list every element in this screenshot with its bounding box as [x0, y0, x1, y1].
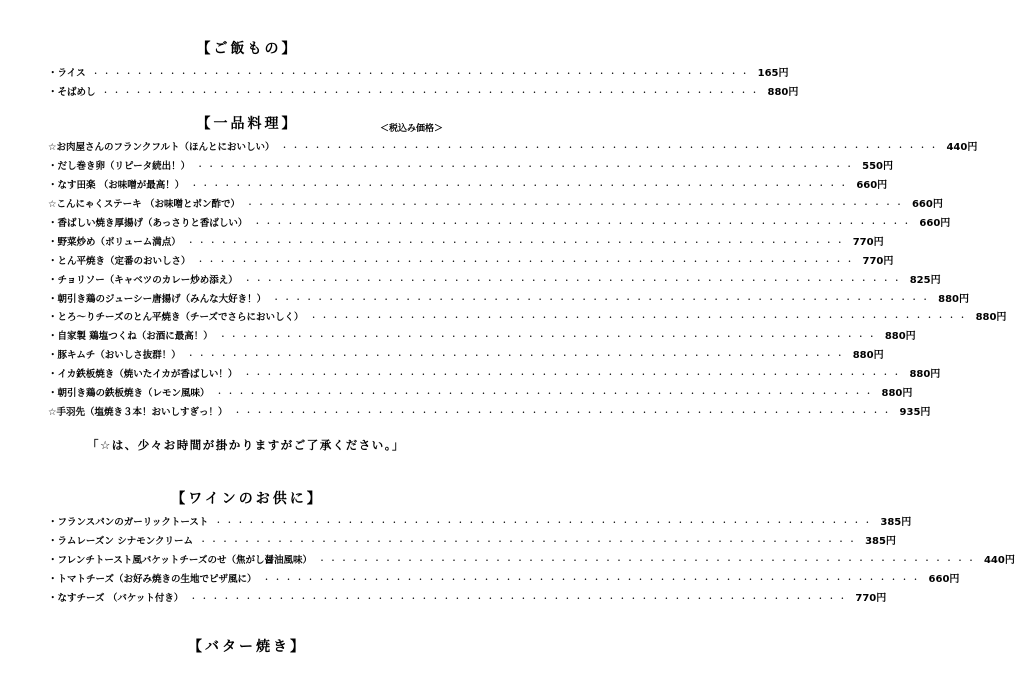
menu-item-price: 660円 — [911, 198, 943, 210]
section-title-ippin: 【一品料理】 — [196, 116, 299, 132]
menu-item-row — [48, 328, 916, 347]
menu-item-name: ・チョリソー（キャベツのカレー炒め添え） — [48, 274, 238, 286]
menu-item-price: 935円 — [899, 407, 931, 419]
menu-item-name: ☆手羽先（塩焼き３本！おいしすぎっ！） — [48, 407, 228, 419]
menu-item-name: ・イカ鉄板焼き（焼いたイカが香ばしい！） — [48, 369, 238, 381]
menu-item-row — [48, 533, 896, 552]
menu-item-row — [48, 65, 789, 84]
menu-item-price: 825円 — [909, 274, 941, 286]
menu-item-name: ・ラムレーズン シナモンクリーム — [48, 535, 194, 547]
menu-item-row — [48, 272, 941, 291]
leader-dots: ・・・・・・・・・・・・・・・・・・・・・・・・・・・・・・・・・・・・・・・・・・・・・・・・・・・・・・・・・・・・ — [190, 180, 851, 190]
leader-dots: ・・・・・・・・・・・・・・・・・・・・・・・・・・・・・・・・・・・・・・・・・・・・・・・・・・・・・・・・・・・・ — [196, 256, 857, 266]
menu-item-price: 440円 — [983, 554, 1015, 566]
menu-item-price: 660円 — [856, 179, 888, 191]
leader-dots: ・・・・・・・・・・・・・・・・・・・・・・・・・・・・・・・・・・・・・・・・・・・・・・・・・・・・・・・・・・・・ — [186, 237, 847, 247]
menu-list-wine — [48, 514, 1015, 609]
menu-item-row — [48, 158, 893, 177]
notice-text: 「☆は、少々お時間が掛かりますがご了承ください。」 — [86, 438, 406, 452]
menu-item-price: 880円 — [881, 388, 913, 400]
menu-item-name: ・なすチーズ （バケット付き） — [48, 592, 184, 604]
menu-item-price: 550円 — [862, 160, 893, 172]
menu-item-price: 770円 — [855, 592, 887, 604]
menu-item-row — [48, 215, 951, 234]
leader-dots: ・・・・・・・・・・・・・・・・・・・・・・・・・・・・・・・・・・・・・・・・・・・・・・・・・・・・・・・・・・・・ — [245, 199, 906, 209]
menu-item-name: ☆お肉屋さんのフランクフルト（ほんとにおいしい） — [48, 142, 275, 153]
leader-dots: ・・・・・・・・・・・・・・・・・・・・・・・・・・・・・・・・・・・・・・・・・・・・・・・・・・・・・・・・・・・・ — [309, 313, 970, 323]
leader-dots: ・・・・・・・・・・・・・・・・・・・・・・・・・・・・・・・・・・・・・・・・・・・・・・・・・・・・・・・・・・・・ — [253, 218, 914, 228]
menu-item-name: ・朝引き鶏の鉄板焼き（レモン風味） — [48, 388, 210, 400]
menu-item-price: 660円 — [928, 573, 960, 585]
menu-item-price: 880円 — [975, 312, 1007, 324]
menu-item-name: ・ライス — [48, 68, 86, 79]
menu-item-price: 880円 — [938, 293, 969, 305]
leader-dots: ・・・・・・・・・・・・・・・・・・・・・・・・・・・・・・・・・・・・・・・・・・・・・・・・・・・・・・・・・・・・ — [189, 593, 850, 603]
leader-dots: ・・・・・・・・・・・・・・・・・・・・・・・・・・・・・・・・・・・・・・・・・・・・・・・・・・・・・・・・・・・・ — [215, 389, 876, 399]
menu-item-price: 385円 — [880, 517, 912, 528]
leader-dots: ・・・・・・・・・・・・・・・・・・・・・・・・・・・・・・・・・・・・・・・・・・・・・・・・・・・・・・・・・・・・ — [186, 351, 847, 361]
menu-item-row — [48, 347, 884, 366]
menu-item-name: ☆こんにゃくステーキ （お味噌とポン酢で） — [48, 198, 240, 210]
menu-item-price: 440円 — [946, 142, 978, 153]
menu-item-name: ・とろ～りチーズのとん平焼き（チーズでさらにおいしく） — [48, 312, 304, 324]
menu-item-row — [48, 84, 799, 103]
menu-item-row — [48, 139, 978, 158]
menu-list-ippin — [48, 139, 1007, 423]
menu-item-name: ・野菜炒め（ボリューム満点） — [48, 236, 181, 248]
menu-item-row — [48, 514, 912, 533]
menu-item-name: ・なす田楽 （お味噌が最高！） — [48, 179, 185, 191]
leader-dots: ・・・・・・・・・・・・・・・・・・・・・・・・・・・・・・・・・・・・・・・・・・・・・・・・・・・・・・・・・・・・ — [91, 69, 752, 78]
leader-dots: ・・・・・・・・・・・・・・・・・・・・・・・・・・・・・・・・・・・・・・・・・・・・・・・・・・・・・・・・・・・・ — [280, 143, 941, 152]
leader-dots: ・・・・・・・・・・・・・・・・・・・・・・・・・・・・・・・・・・・・・・・・・・・・・・・・・・・・・・・・・・・・ — [101, 87, 762, 97]
menu-item-name: ・とん平焼き（定番のおいしさ） — [48, 255, 191, 267]
menu-item-name: ・だし巻き卵（リピータ続出！） — [48, 160, 191, 172]
menu-item-row — [48, 366, 941, 385]
menu-item-row — [48, 571, 960, 590]
menu-item-row — [48, 552, 1015, 571]
leader-dots: ・・・・・・・・・・・・・・・・・・・・・・・・・・・・・・・・・・・・・・・・・・・・・・・・・・・・・・・・・・・・ — [196, 161, 857, 171]
leader-dots: ・・・・・・・・・・・・・・・・・・・・・・・・・・・・・・・・・・・・・・・・・・・・・・・・・・・・・・・・・・・・ — [233, 408, 894, 418]
menu-item-price: 880円 — [909, 369, 941, 381]
menu-item-row — [48, 385, 913, 404]
section-title-gohan: 【ご飯もの】 — [196, 41, 299, 57]
menu-item-name: ・そばめし — [48, 86, 96, 98]
menu-item-name: ・朝引き鶏のジューシー唐揚げ（みんな大好き！） — [48, 293, 267, 305]
menu-item-price: 660円 — [919, 217, 951, 229]
section-title-butter: 【バター焼き】 — [188, 639, 307, 655]
menu-item-price: 880円 — [852, 350, 884, 362]
leader-dots: ・・・・・・・・・・・・・・・・・・・・・・・・・・・・・・・・・・・・・・・・・・・・・・・・・・・・・・・・・・・・ — [199, 536, 860, 546]
menu-item-row — [48, 291, 969, 310]
menu-item-row — [48, 196, 943, 215]
menu-item-name: ・フランスパンのガーリックトースト — [48, 517, 209, 528]
leader-dots: ・・・・・・・・・・・・・・・・・・・・・・・・・・・・・・・・・・・・・・・・・・・・・・・・・・・・・・・・・・・・ — [262, 574, 923, 584]
section-title-wine: 【ワインのお供に】 — [171, 491, 324, 507]
leader-dots: ・・・・・・・・・・・・・・・・・・・・・・・・・・・・・・・・・・・・・・・・・・・・・・・・・・・・・・・・・・・・ — [272, 294, 933, 304]
leader-dots: ・・・・・・・・・・・・・・・・・・・・・・・・・・・・・・・・・・・・・・・・・・・・・・・・・・・・・・・・・・・・ — [243, 275, 904, 285]
menu-item-row — [48, 177, 888, 196]
menu-item-name: ・トマトチーズ（お好み焼きの生地でピザ風に） — [48, 573, 257, 585]
menu-item-price: 880円 — [884, 331, 916, 343]
menu-list-gohan — [48, 65, 799, 103]
menu-item-row — [48, 253, 894, 272]
menu-item-row — [48, 234, 884, 253]
leader-dots: ・・・・・・・・・・・・・・・・・・・・・・・・・・・・・・・・・・・・・・・・・・・・・・・・・・・・・・・・・・・・ — [218, 332, 879, 342]
menu-item-row — [48, 590, 887, 609]
leader-dots: ・・・・・・・・・・・・・・・・・・・・・・・・・・・・・・・・・・・・・・・・・・・・・・・・・・・・・・・・・・・・ — [317, 555, 978, 565]
leader-dots: ・・・・・・・・・・・・・・・・・・・・・・・・・・・・・・・・・・・・・・・・・・・・・・・・・・・・・・・・・・・・ — [214, 518, 875, 527]
menu-item-row — [48, 404, 931, 423]
menu-item-price: 385円 — [865, 535, 896, 547]
menu-item-price: 770円 — [852, 236, 884, 248]
tax-note: ＜税込み価格＞ — [379, 124, 443, 134]
menu-item-name: ・香ばしい焼き厚揚げ（あっさりと香ばしい） — [48, 217, 248, 229]
menu-item-price: 770円 — [862, 255, 894, 267]
menu-item-price: 880円 — [767, 86, 799, 98]
menu-item-name: ・フレンチトースト風バケットチーズのせ（焦がし醤油風味） — [48, 554, 312, 566]
menu-item-price: 165円 — [757, 68, 789, 79]
menu-item-row — [48, 309, 1007, 328]
menu-item-name: ・自家製 鶏塩つくね（お酒に最高！） — [48, 331, 213, 343]
menu-item-name: ・豚キムチ（おいしさ抜群！） — [48, 350, 181, 362]
leader-dots: ・・・・・・・・・・・・・・・・・・・・・・・・・・・・・・・・・・・・・・・・・・・・・・・・・・・・・・・・・・・・ — [243, 370, 904, 380]
